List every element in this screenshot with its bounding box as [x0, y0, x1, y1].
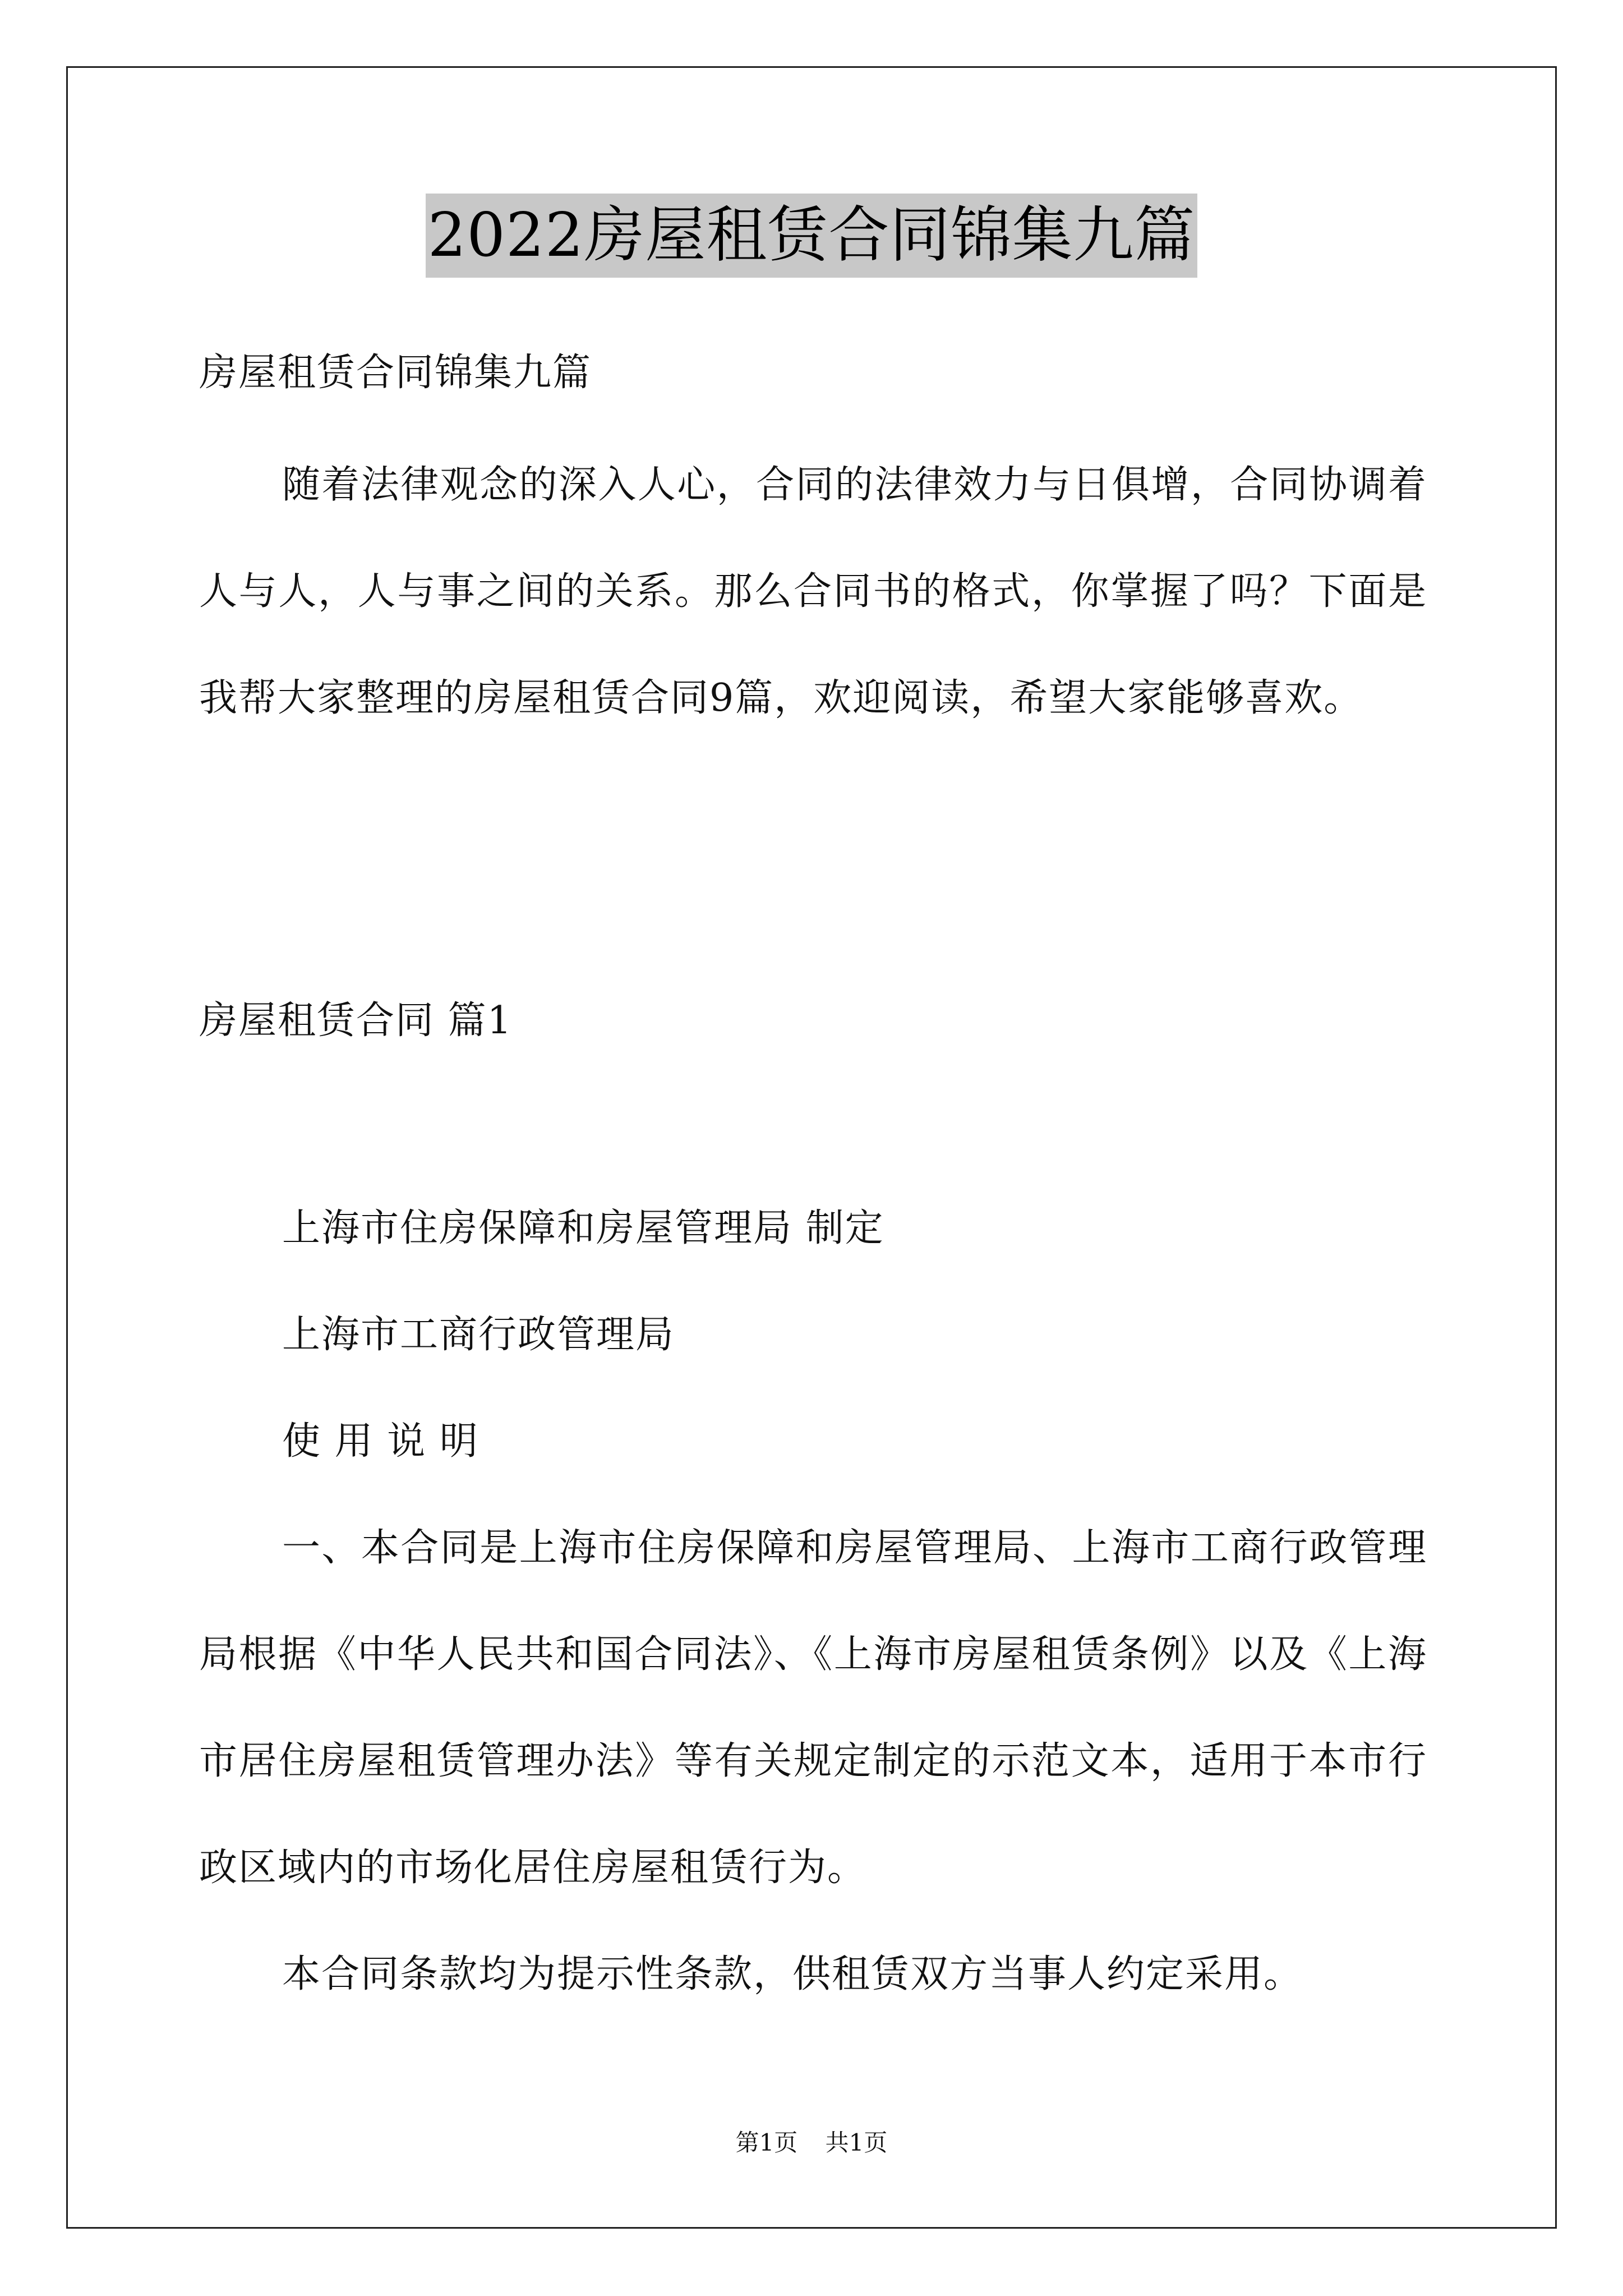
- issuer-line-2: 上海市工商行政管理局: [282, 1313, 675, 1357]
- issuer-line-1: 上海市住房保障和房屋管理局 制定: [282, 1206, 884, 1250]
- page-number-total: 共1页: [825, 2129, 888, 2156]
- clause-2-paragraph: 本合同条款均为提示性条款，供租赁双方当事人约定采用。: [282, 1952, 1303, 1996]
- intro-paragraph: 随着法律观念的深入人心，合同的法律效力与日俱增，合同协调着人与人，人与事之间的关系。那么合同书的格式，你掌握了吗？下面是我帮大家整理的房屋租赁合同9篇，欢迎阅读，希望大家能够喜欢。: [199, 463, 1427, 720]
- section-heading: 房屋租赁合同 篇1: [199, 999, 513, 1043]
- usage-heading: 使 用 说 明: [282, 1419, 479, 1464]
- title-container: [0, 194, 1623, 278]
- page-number-current: 第1页: [735, 2129, 798, 2156]
- page-footer: [0, 2126, 1623, 2160]
- document-subtitle: 房屋租赁合同锦集九篇: [199, 351, 592, 395]
- clause-1-paragraph: 一、本合同是上海市住房保障和房屋管理局、上海市工商行政管理局根据《中华人民共和国合同法》、《上海市房屋租赁条例》以及《上海市居住房屋租赁管理办法》等有关规定制定的示范文本，适用于本市行政区域内的市场化居住房屋租赁行为。: [199, 1526, 1427, 1890]
- document-title: 2022房屋租赁合同锦集九篇: [426, 194, 1198, 278]
